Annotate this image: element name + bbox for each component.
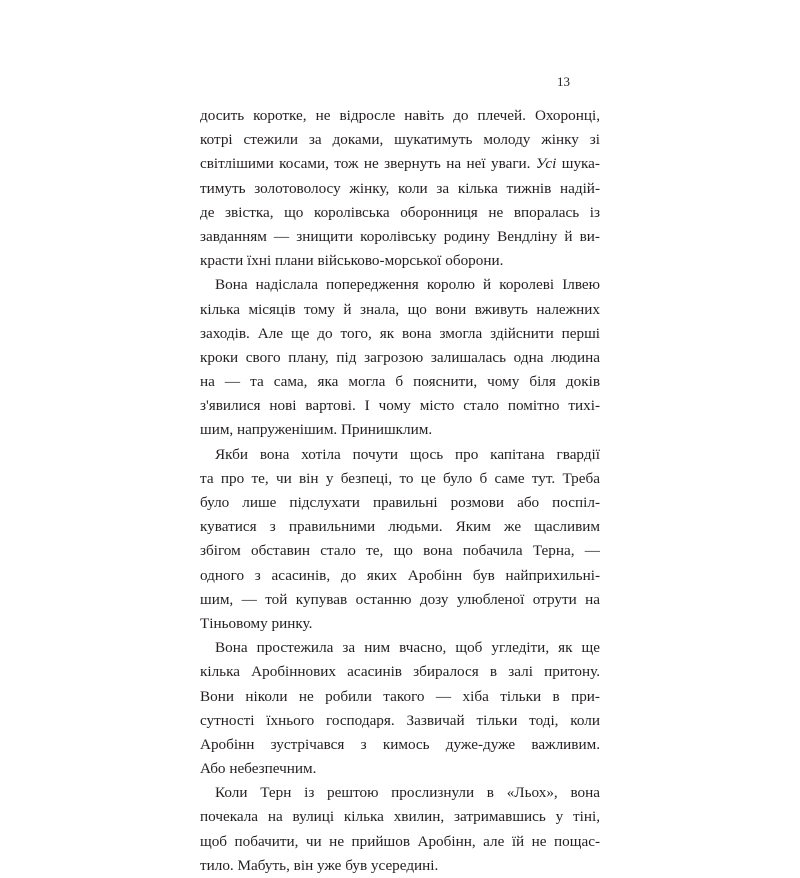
text-line: одного з асасинів, до яких Аробінн був найприхильні- (200, 566, 600, 584)
text-line: котрі стежили за доками, шукатимуть молоду жінку зі (200, 131, 600, 149)
text-line: красти їхні плани військово-морської оборони. (200, 252, 504, 270)
text-line: Якби вона хотіла почути щось про капітана гвардії (215, 445, 600, 463)
text-line: на — та сама, яка могла б пояснити, чому біля доків (200, 373, 600, 391)
text-line: заходів. Але ще до того, як вона змогла здійснити перші (200, 324, 600, 342)
text-line: досить коротке, не відросле навіть до плечей. Охоронці, (200, 107, 600, 124)
text-line: Аробінн зустрічався з кимось дуже-дуже важливим. (200, 735, 600, 753)
text-line: шим, напруженішим. Принишклим. (200, 421, 433, 439)
text-line: завданням — знищити королівську родину Вендліну й ви- (200, 227, 600, 245)
text-line: почекала на вулиці кілька хвилин, затримавшись у тіні, (200, 808, 600, 826)
text-line: Вона надіслала попередження королю й королеві Ілвею (215, 276, 600, 294)
text-line: куватися з правильними людьми. Яким же щасливим (200, 518, 600, 536)
text-line: Або небезпечним. (200, 760, 317, 778)
text-line: збігом обставин стало те, що вона побачила Терна, — (200, 542, 600, 560)
text-line: де звістка, що королівська оборонниця не впоралась із (200, 203, 600, 221)
text-line: тимуть золотоволосу жінку, коли за кілька тижнів надій- (200, 179, 600, 197)
text-line: кілька місяців тому й знала, що вони вживуть належних (200, 300, 600, 318)
text-line: щоб побачити, чи не прийшов Аробінн, але їй не пощас- (200, 832, 600, 850)
text-line: та про те, чи він у безпеці, то це було б саме тут. Треба (200, 469, 600, 487)
text-line: Коли Терн із рештою прослизнули в «Льох», вона (215, 784, 600, 802)
text-line (200, 152, 600, 176)
body-text (200, 104, 600, 878)
text-line: тило. Мабуть, він уже був усередині. (200, 856, 439, 874)
text-line: Вона простежила за ним вчасно, щоб угледіти, як ще (215, 639, 600, 657)
text-line: Тіньовому ринку. (200, 614, 313, 632)
text-segment: світлішими косами, тож не звернуть на неї уваги. (200, 155, 536, 173)
emphasized-word: Усі (535, 155, 557, 173)
text-line: шим, — той купував останню дозу улюбленої отрути на (200, 590, 600, 608)
text-line: було лише підслухати правильні розмови або поспіл- (200, 494, 600, 511)
text-line: сутності їхнього господаря. Зазвичай тільки тоді, коли (200, 711, 600, 729)
text-segment: шука- (556, 155, 600, 173)
text-line: кілька Аробіннових асасинів збиралося в залі притону. (200, 663, 600, 681)
text-line: з'явилися нові вартові. І чому місто стало помітно тихі- (200, 397, 600, 415)
page-number: 13 (557, 74, 570, 89)
text-line: Вони ніколи не робили такого — хіба тільки в при- (200, 687, 600, 705)
text-line: кроки свого плану, під загрозою залишалась одна людина (200, 348, 600, 366)
